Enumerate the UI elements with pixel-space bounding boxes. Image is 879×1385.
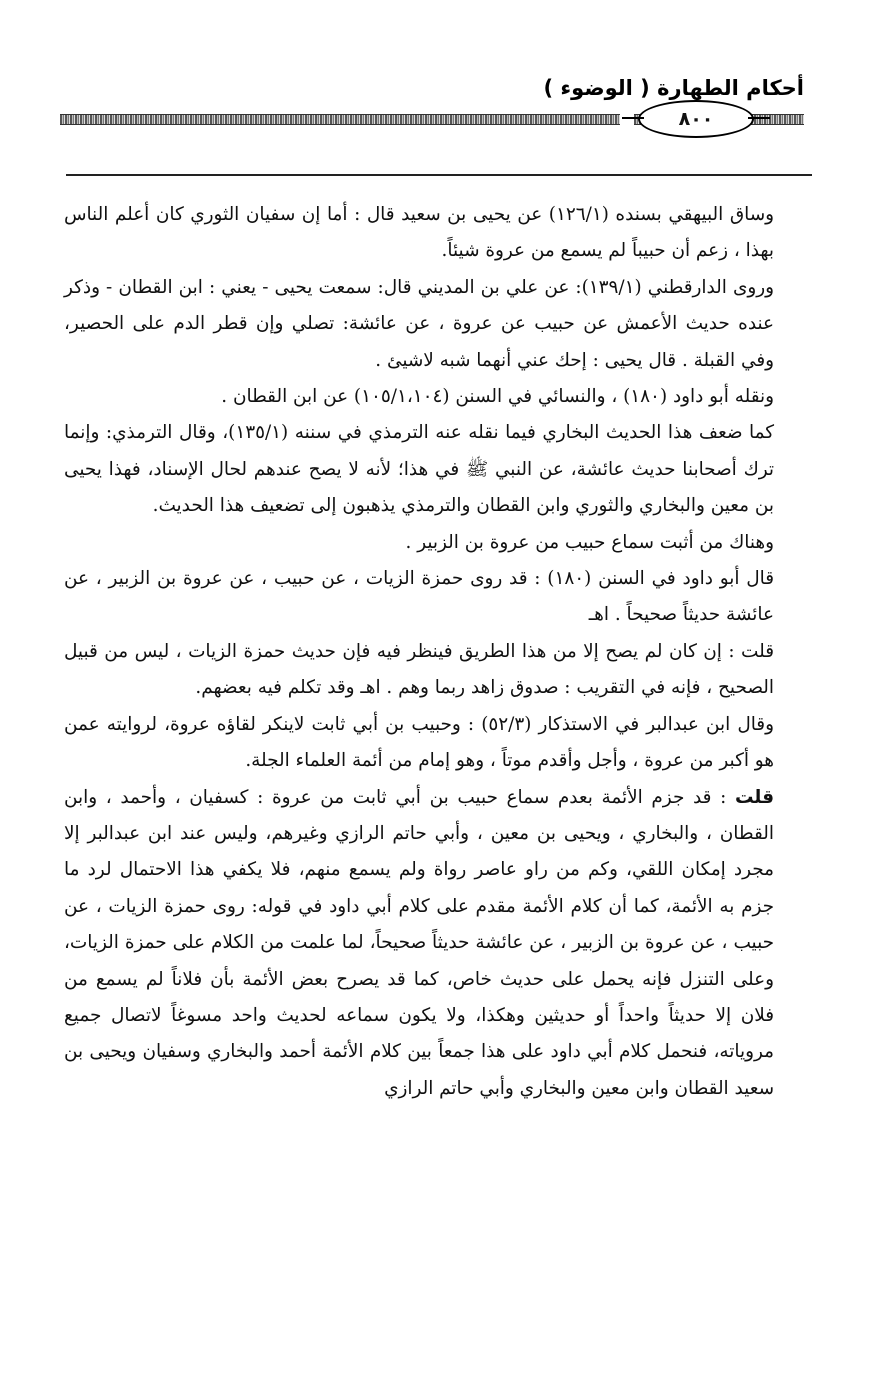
header-ornament-rule-left [60,114,620,125]
paragraph: وهناك من أثبت سماع حبيب من عروة بن الزبير . [405,531,774,553]
paragraph: ونقله أبو داود (١٨٠) ، والنسائي في السنن (١٠٥/١،١٠٤) عن ابن القطان . [221,386,774,408]
page-header [60,72,804,142]
paragraph: وقال ابن عبدالبر في الاستذكار (٥٢/٣) : وحبيب بن أبي ثابت لاينكر لقاؤه عروة، لروايته عمن هو أكبر من عروة ، وأجل وأقدم موتاً ، وهو إمام من أئمة العلماء الجلة. [64,713,774,772]
paragraph-lead-word: قلت [734,786,774,808]
paragraph: قلت : قد جزم الأئمة بعدم سماع حبيب بن أبي ثابت من عروة : كسفيان ، وأحمد ، وابن القطان ، والبخاري ، ويحيى بن معين ، وأبي حاتم الرازي وغيرهم، وليس عند ابن عبدالبر إلا مجرد إمكان اللقي، وكم من راو عاصر رواة ولم يسمع منهم، فلا يكفي هذا الاحتمال لرد ما جزم به الأئمة، كما أن كلام الأئمة مقدم على كلام أبي داود في قوله: روى حمزة الزيات ، عن حبيب ، عن عروة بن الزبير ، عن عائشة حديثاً صحيحاً، لما علمت من الكلام على حمزة الزيات، وعلى التنزل فإنه يحمل على حديث خاص، كما قد يصرح بعض الأئمة بأن فلاناً لم يسمع من فلان إلا حديثاً واحداً أو حديثين وهكذا، ولا يكون سماعه لحديث واحد مسوغاً لاتصال جميع مروياته، فنحمل كلام أبي داود على هذا جمعاً بين كلام الأئمة أحمد والبخاري وسفيان ويحيى بن سعيد القطان وابن معين والبخاري وأبي حاتم الرازي [64,786,775,1099]
paragraph: قال أبو داود في السنن (١٨٠) : قد روى حمزة الزيات ، عن حبيب ، عن عروة بن الزبير ، عن عائشة حديثاً صحيحاً . اهـ [64,568,774,626]
header-divider [66,174,812,176]
running-title: أحكام الطهارة ( الوضوء ) [543,76,804,100]
paragraph: وساق البيهقي بسنده (١٢٦/١) عن يحيى بن سعيد قال : أما إن سفيان الثوري كان أعلم الناس بهذا ، زعم أن حبيباً لم يسمع من عروة شيئاً. [64,204,774,262]
paragraph: وروى الدارقطني (١٣٩/١): عن علي بن المديني قال: سمعت يحيى - يعني : ابن القطان - وذكر عنده حديث الأعمش عن حبيب عن عروة ، عن عائشة: تصلي وإن قطر الدم على الحصير، وفي القبلة . قال يحيى : إحك عني أنهما شبه لاشيئ . [64,276,774,371]
page-body [64,197,804,1107]
paragraph: كما ضعف هذا الحديث البخاري فيما نقله عنه الترمذي في سننه (١٣٥/١)، وقال الترمذي: وإنما ترك أصحابنا حديث عائشة، عن النبي ﷺ في هذا؛ لأنه لا يصح عندهم لحال الإسناد، فهذا يحيى بن معين والبخاري والثوري وابن القطان والترمذي يذهبون إلى تضعيف هذا الحديث. [64,422,774,517]
paragraph: قلت : إن كان لم يصح إلا من هذا الطريق فينظر فيه فإن حديث حمزة الزيات ، ليس من قبيل الصحيح ، فإنه في التقريب : صدوق زاهد ربما وهم . اهـ وقد تكلم فيه بعضهم. [64,640,774,699]
page-number-badge [638,100,754,138]
page-number: ٨٠٠ [678,108,714,130]
